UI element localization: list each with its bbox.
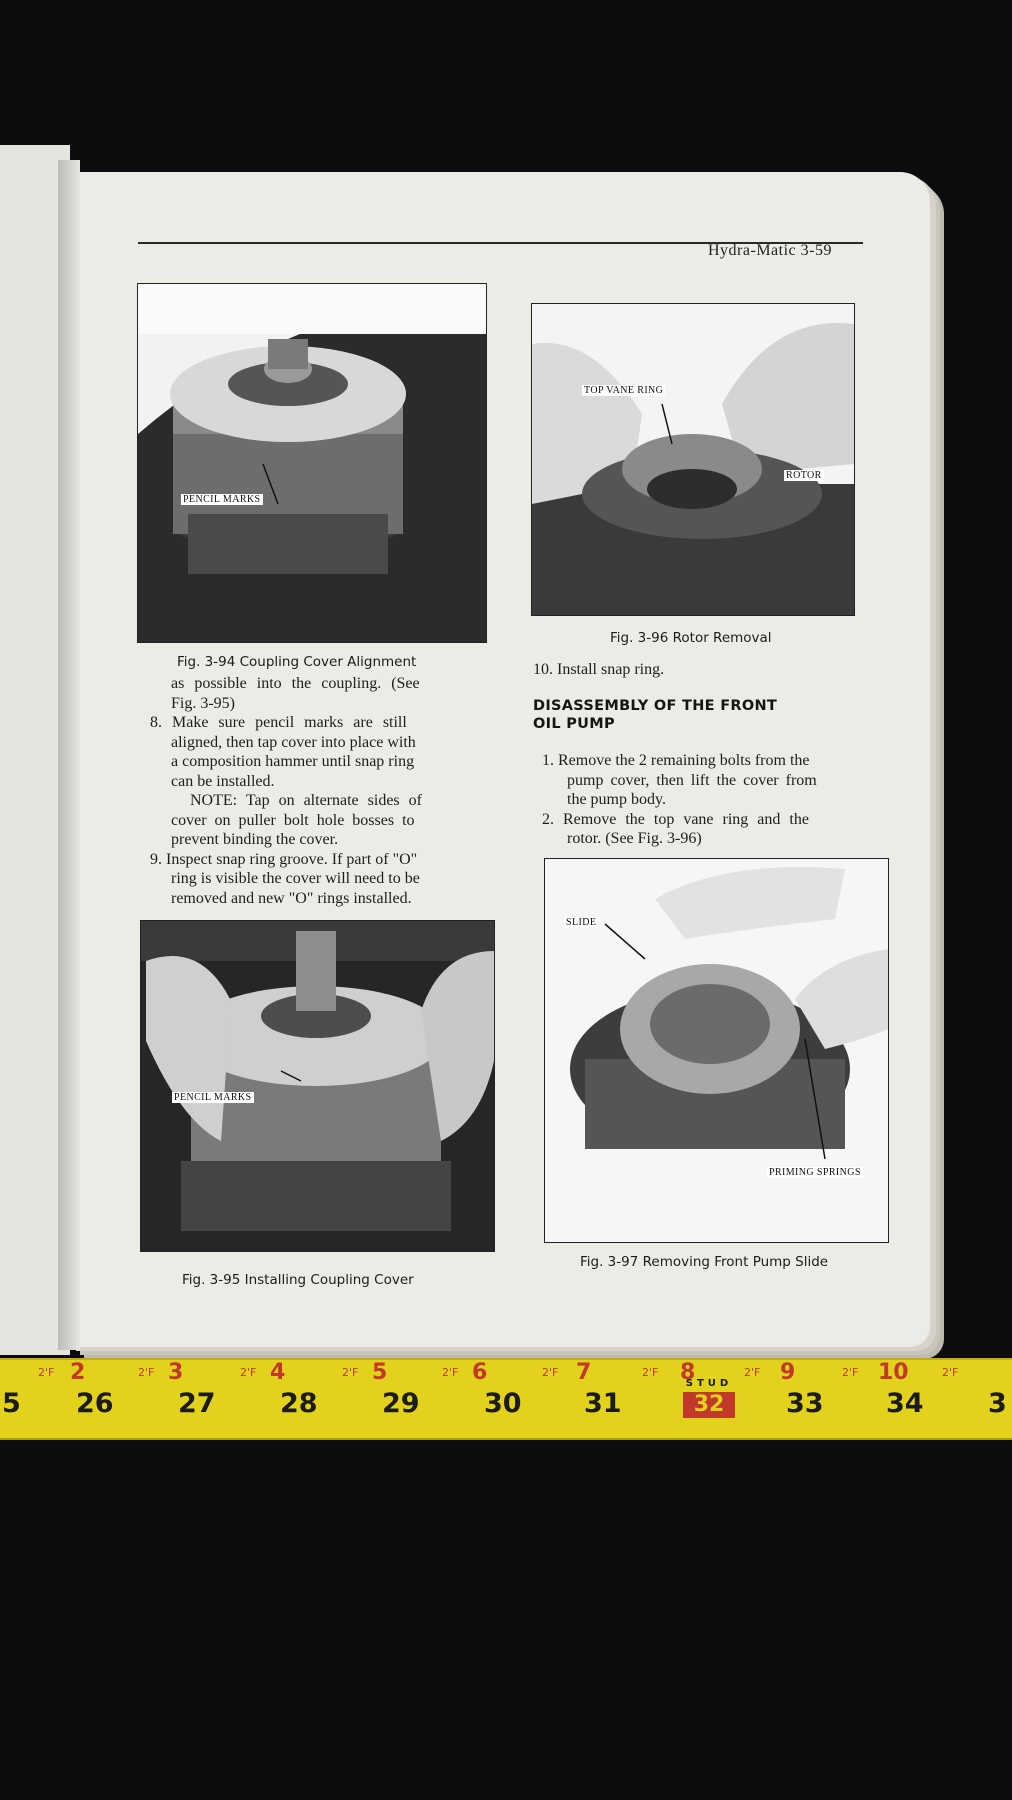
callout-pencil-marks-94: PENCIL MARKS (183, 494, 261, 505)
tape-inch: 9 (780, 1360, 796, 1385)
text-line: prevent binding the cover. (171, 831, 339, 848)
text-line: 8. Make sure pencil marks are still (150, 714, 407, 731)
caption-fig-3-96: Fig. 3-96 Rotor Removal (610, 630, 772, 646)
running-head: Hydra-Matic 3-59 (708, 242, 832, 259)
text-line: the pump body. (567, 791, 666, 808)
caption-fig-3-97: Fig. 3-97 Removing Front Pump Slide (580, 1254, 829, 1270)
tape-cm: 33 (786, 1388, 824, 1419)
figure-3-94-photo (137, 283, 487, 643)
tape-mark: 2'F (138, 1366, 155, 1379)
tape-mark: 2'F (842, 1366, 859, 1379)
figure-3-96-photo (531, 303, 855, 616)
tape-mark: 2'F (442, 1366, 459, 1379)
tape-cm: 3 (988, 1388, 1007, 1419)
tape-cm: 5 (2, 1388, 21, 1419)
left-column-text (150, 674, 490, 908)
tape-inch: 5 (372, 1360, 388, 1385)
tape-mark: 2'F (642, 1366, 659, 1379)
tape-inch: 3 (168, 1360, 184, 1385)
text-line: 9. Inspect snap ring groove. If part of "O" (150, 850, 418, 868)
callout-top-vane-ring: TOP VANE RING (584, 385, 664, 396)
tape-inch: 6 (472, 1360, 488, 1385)
tape-measure (0, 1358, 1012, 1440)
tape-inch: 8 (680, 1360, 696, 1385)
caption-fig-3-95: Fig. 3-95 Installing Coupling Cover (182, 1272, 414, 1288)
tape-cm: 27 (178, 1388, 216, 1419)
tape-cm: 29 (382, 1388, 420, 1419)
tape-stud-cm: 32 (683, 1392, 735, 1418)
text-line: NOTE: Tap on alternate sides of (190, 792, 422, 809)
tape-inch: 2 (70, 1360, 86, 1385)
tape-mark: 2'F (744, 1366, 761, 1379)
tape-cm: 31 (584, 1388, 622, 1419)
callout-pencil-marks-95: PENCIL MARKS (174, 1092, 252, 1103)
tape-mark: 2'F (542, 1366, 559, 1379)
callout-priming-springs: PRIMING SPRINGS (769, 1167, 861, 1178)
text-line: removed and new "O" rings installed. (171, 889, 412, 907)
caption-fig-3-94: Fig. 3-94 Coupling Cover Alignment (177, 654, 417, 670)
step-10-text: 10. Install snap ring. (533, 661, 665, 678)
tape-cm: 28 (280, 1388, 318, 1419)
callout-slide: SLIDE (566, 917, 597, 928)
figure-3-97-photo (544, 858, 889, 1243)
tape-cm: 26 (76, 1388, 114, 1419)
section-heading (533, 697, 777, 733)
text-line: a composition hammer until snap ring (171, 753, 415, 770)
heading-line: OIL PUMP (533, 716, 615, 732)
page-gutter (58, 160, 80, 1350)
right-column-text (542, 751, 872, 849)
figure-3-95-photo (140, 920, 495, 1252)
text-line: rotor. (See Fig. 3-96) (567, 830, 702, 847)
callout-rotor: ROTOR (786, 470, 822, 481)
text-line: aligned, then tap cover into place with (171, 733, 416, 751)
text-line: 2. Remove the top vane ring and the (542, 810, 809, 828)
tape-mark: 2'F (38, 1366, 55, 1379)
tape-cm: 30 (484, 1388, 522, 1419)
tape-stud-label: STUD (685, 1378, 733, 1389)
text-line: Fig. 3-95) (171, 694, 235, 712)
heading-line: DISASSEMBLY OF THE FRONT (533, 698, 778, 714)
tape-mark: 2'F (240, 1366, 257, 1379)
tape-cm: 34 (886, 1388, 924, 1419)
text-line: ring is visible the cover will need to be (171, 870, 420, 887)
tape-inch: 4 (270, 1360, 286, 1385)
tape-inch: 10 (878, 1360, 909, 1385)
text-line: pump cover, then lift the cover from (567, 771, 817, 789)
text-line: as possible into the coupling. (See (171, 675, 420, 692)
text-line: can be installed. (171, 772, 275, 790)
text-line: cover on puller bolt hole bosses to (171, 811, 415, 829)
tape-mark: 2'F (342, 1366, 359, 1379)
tape-mark: 2'F (942, 1366, 959, 1379)
text-line: 1. Remove the 2 remaining bolts from the (542, 752, 810, 769)
tape-inch: 7 (576, 1360, 592, 1385)
